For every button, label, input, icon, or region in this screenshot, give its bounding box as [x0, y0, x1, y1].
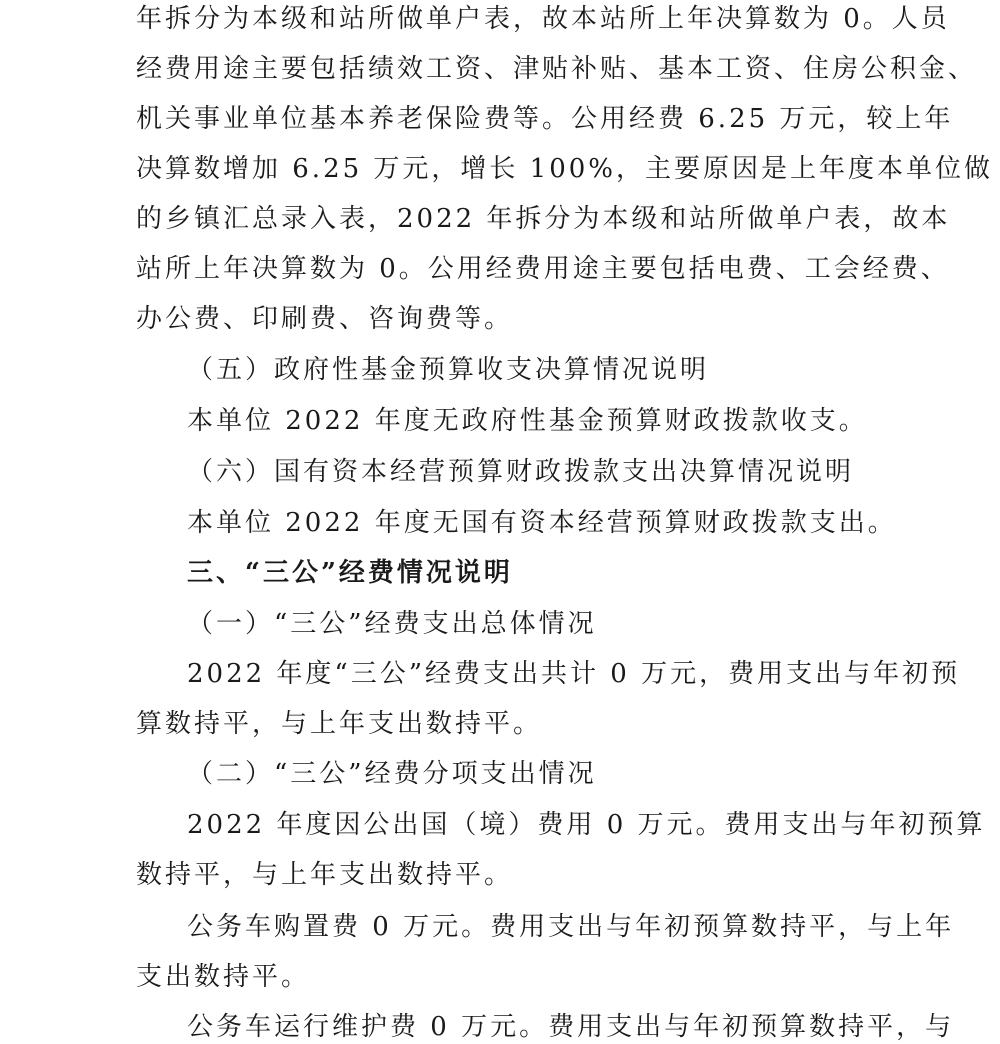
paragraph-overall-line-1: 2022 年度“三公”经费支出共计 0 万元，费用支出与年初预 [187, 659, 961, 689]
paragraph-vehicle-purchase-line-2: 支出数持平。 [136, 962, 311, 992]
section-heading-5: （五）政府性基金预算收支决算情况说明 [187, 355, 710, 385]
paragraph-state-capital: 本单位 2022 年度无国有资本经营预算财政拨款支出。 [187, 508, 897, 538]
paragraph-abroad-line-1: 2022 年度因公出国（境）费用 0 万元。费用支出与年初预算 [187, 810, 986, 840]
paragraph-line-1: 年拆分为本级和站所做单户表，故本站所上年决算数为 0。人员 [136, 4, 950, 34]
subsection-heading-1: （一）“三公”经费支出总体情况 [187, 609, 597, 639]
paragraph-line-6: 站所上年决算数为 0。公用经费用途主要包括电费、工会经费、 [136, 254, 950, 284]
paragraph-vehicle-purchase-line-1: 公务车购置费 0 万元。费用支出与年初预算数持平，与上年 [187, 912, 955, 942]
paragraph-line-7: 办公费、印刷费、咨询费等。 [136, 304, 514, 334]
section-heading-6: （六）国有资本经营预算财政拨款支出决算情况说明 [187, 457, 855, 487]
paragraph-abroad-line-2: 数持平，与上年支出数持平。 [136, 860, 514, 890]
chapter-heading-three-public: 三、“三公”经费情况说明 [187, 558, 513, 588]
paragraph-line-3: 机关事业单位基本养老保险费等。公用经费 6.25 万元，较上年 [136, 104, 954, 134]
paragraph-line-5: 的乡镇汇总录入表，2022 年拆分为本级和站所做单户表，故本 [136, 204, 951, 234]
paragraph-line-4: 决算数增加 6.25 万元，增长 100%，主要原因是上年度本单位做 [136, 154, 994, 184]
paragraph-overall-line-2: 算数持平，与上年支出数持平。 [136, 709, 543, 739]
paragraph-line-2: 经费用途主要包括绩效工资、津贴补贴、基本工资、住房公积金、 [136, 54, 978, 84]
paragraph-government-fund: 本单位 2022 年度无政府性基金预算财政拨款收支。 [187, 406, 868, 436]
paragraph-vehicle-maintenance-line-1: 公务车运行维护费 0 万元。费用支出与年初预算数持平，与 [187, 1012, 955, 1042]
subsection-heading-2: （二）“三公”经费分项支出情况 [187, 759, 597, 789]
